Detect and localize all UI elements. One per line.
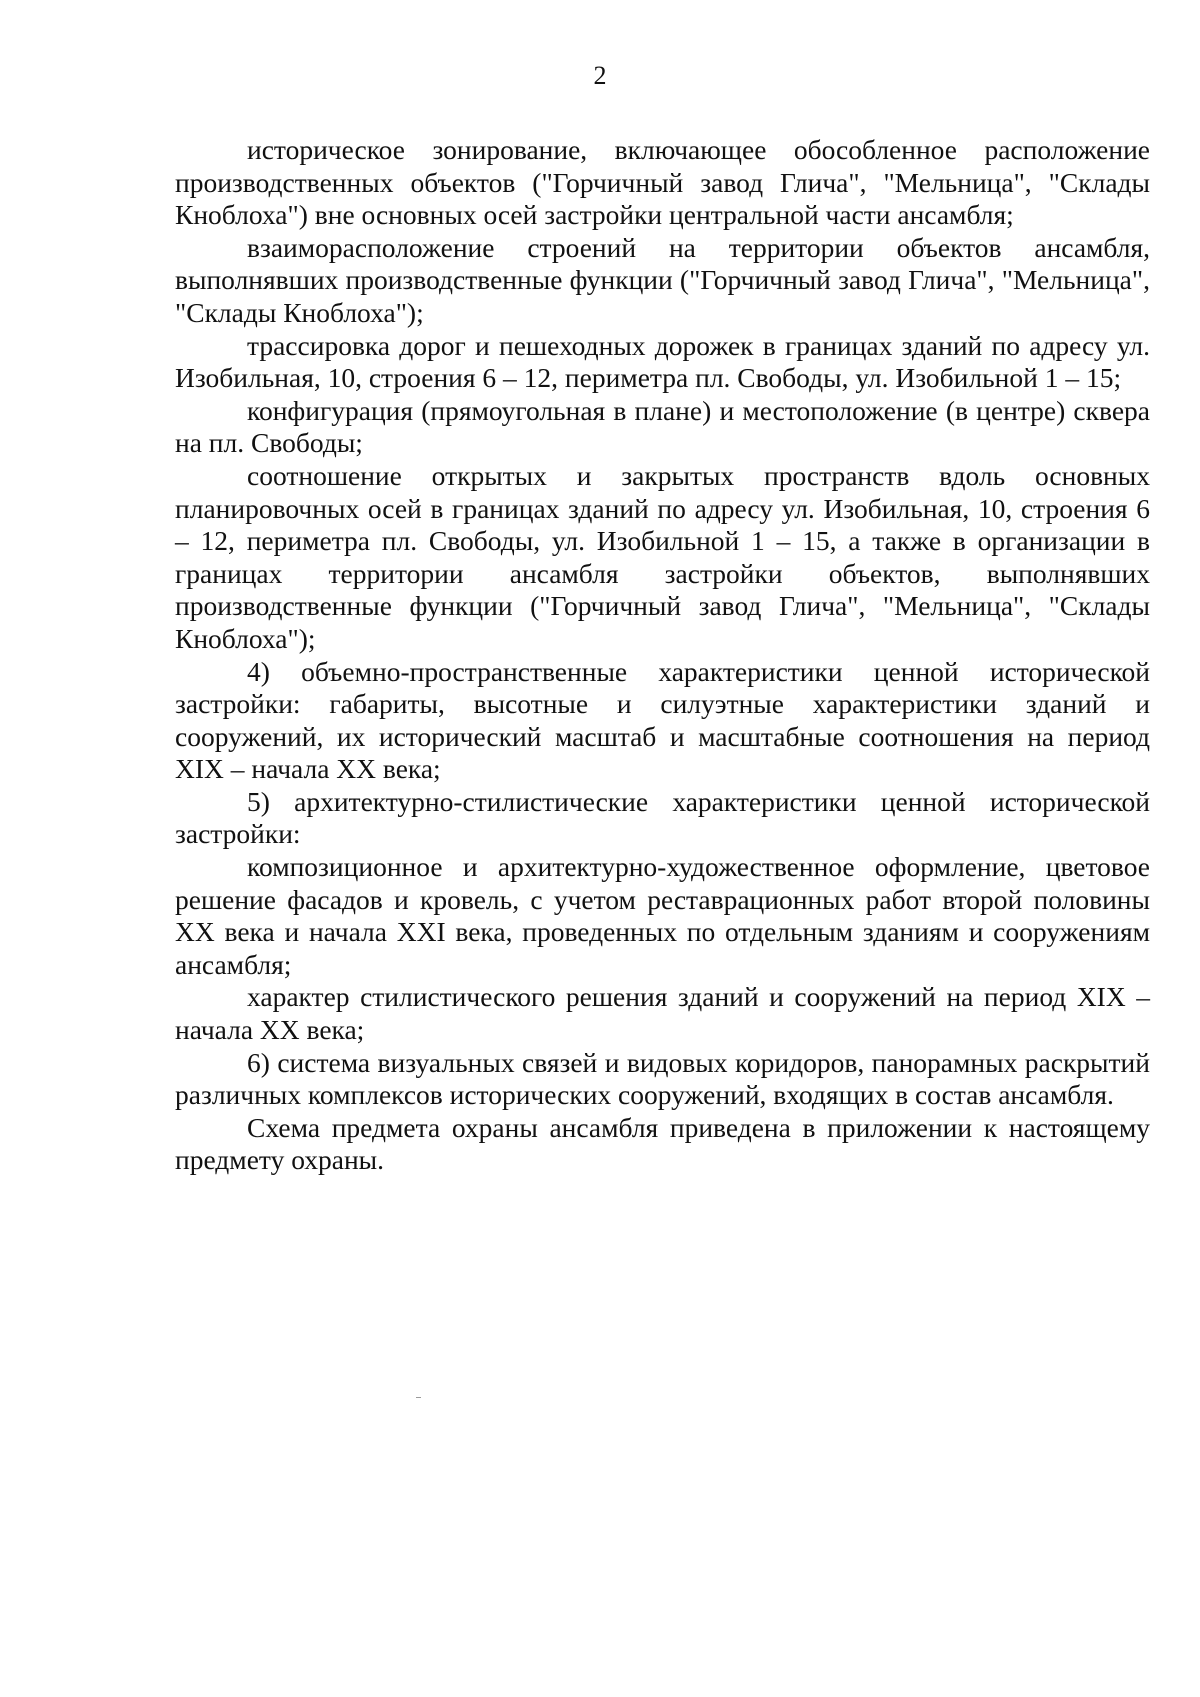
paragraph-building-arrangement: взаиморасположение строений на территории объектов ансамбля, выполнявших производственные функции ("Горчичный завод Глича", "Мельница", "Склады Кноблоха");: [175, 231, 1150, 328]
paragraph-road-tracing: трассировка дорог и пешеходных дорожек в границах зданий по адресу ул. Изобильная, 10, строения 6 – 12, периметра пл. Свободы, ул. Изобильной 1 – 15;: [175, 329, 1150, 394]
document-body: [175, 134, 1150, 1177]
page-number: 2: [593, 61, 607, 90]
paragraph-stylistic-character: характер стилистического решения зданий и сооружений на период XIX – начала XX века;: [175, 981, 1150, 1046]
paragraph-historical-zoning: историческое зонирование, включающее обособленное расположение производственных объектов ("Горчичный завод Глича", "Мельница", "Склады Кноблоха") вне основных осей застройки центральной части ансамбля;: [175, 134, 1150, 231]
paragraph-square-configuration: конфигурация (прямоугольная в плане) и местоположение (в центре) сквера на пл. Свободы;: [175, 394, 1150, 459]
paragraph-architectural-stylistic: 5) архитектурно-стилистические характеристики ценной исторической застройки:: [175, 785, 1150, 850]
paragraph-scheme-reference: Схема предмета охраны ансамбля приведена в приложении к настоящему предмету охраны.: [175, 1111, 1150, 1176]
paragraph-volume-spatial: 4) объемно-пространственные характеристики ценной исторической застройки: габариты, высотные и силуэтные характеристики зданий и сооружений, их исторический масштаб и масштабные соотношения на период XIX – начала XX века;: [175, 655, 1150, 785]
scan-speck: [416, 1397, 421, 1398]
paragraph-compositional-design: композиционное и архитектурно-художественное оформление, цветовое решение фасадов и кровель, с учетом реставрационных работ второй половины XX века и начала XXI века, проведенных по отдельным зданиям и сооружениям ансамбля;: [175, 851, 1150, 980]
paragraph-open-closed-spaces: соотношение открытых и закрытых пространств вдоль основных планировочных осей в границах зданий по адресу ул. Изобильная, 10, строения 6 – 12, периметра пл. Свободы, ул. Изобильной 1 – 15, а также в организации в границах территории ансамбля застройки объектов, выполнявших производственные функции ("Горчичный завод Глича", "Мельница", "Склады Кноблоха");: [175, 459, 1150, 654]
paragraph-visual-links: 6) система визуальных связей и видовых коридоров, панорамных раскрытий различных комплексов исторических сооружений, входящих в состав ансамбля.: [175, 1046, 1150, 1111]
